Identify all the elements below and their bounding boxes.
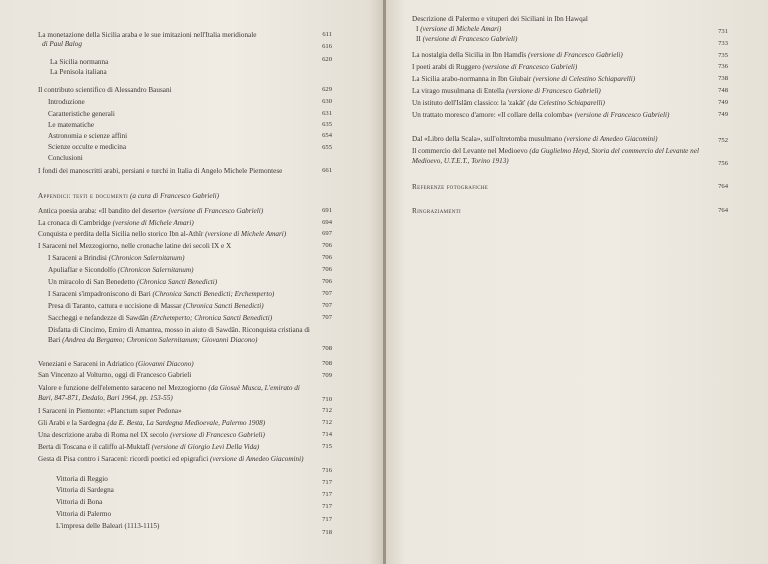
toc-entry-title: I poeti arabi di Ruggero [412,63,481,71]
toc-entry: La Penisola italiana [50,68,107,76]
page-number: 714 [322,431,332,438]
page-number: 654 [322,132,332,139]
toc-entry-title: Vittoria di Reggio [56,475,108,483]
toc-entry-note: (versione di Francesco Gabrieli) [168,207,264,215]
toc-entry-title: Antica poesia araba: «Il bandito del deserto» [38,207,167,215]
toc-entry: La monetazione della Sicilia araba e le sue imitazioni nell'Italia meridionale [38,31,257,39]
page-number: 764 [718,183,728,190]
toc-entry [56,521,159,531]
toc-entry [412,134,658,144]
toc-entry-note: (versione di Giorgio Levi Della Vida) [151,443,260,451]
toc-entry-title: Veneziani e Saraceni in Adriatico [38,360,134,368]
toc-entry [38,406,182,416]
toc-entry: Astronomia e scienze affini [48,132,128,140]
page-number: 709 [322,372,332,379]
toc-entry-title: La cronaca di Cambridge [38,219,111,227]
toc-entry: Le matematiche [48,121,95,129]
toc-entry [48,325,310,345]
toc-entry: Conclusioni [48,154,83,162]
toc-entry: La Sicilia normanna [50,58,109,66]
toc-entry-title: L'impresa delle Baleari (1113-1115) [56,522,160,530]
toc-entry-note: (versione di Francesco Gabrieli) [422,35,518,43]
toc-entry-title: Descrizione di Palermo e vituperi dei Siciliani in Ibn Hawqal [412,15,588,23]
toc-entry-title: I Saraceni in Piemonte: «Planctum super Pedona» [38,407,182,415]
toc-entry-title: Berta di Toscana e il califfo al-Muktafî [38,443,150,451]
toc-entry-note: (Chronicon Salernitanum) [108,254,185,262]
page-number: 629 [322,86,332,93]
toc-entry [38,418,265,428]
page-number: 756 [718,160,728,167]
page-number: 694 [322,219,332,226]
toc-entry [38,241,231,251]
toc-entry-note: (Giovanni Diacono) [135,360,194,368]
toc-entry [48,313,272,323]
toc-entry-title: Saccheggi e nefandezze di Sawdân [48,314,149,322]
page-number: 764 [718,207,728,214]
toc-entry-title: Vittoria di Bona [56,498,103,506]
toc-entry [412,14,588,24]
toc-entry-note: (versione di Michele Amari) [205,230,287,238]
toc-entry-title: I [416,25,419,33]
toc-entry-title: Disfatta di Cincimo, Emiro di Amantea, mosso in aiuto di Sawdân. Riconquista cristiana di Bari [48,326,310,344]
toc-entry [38,430,265,440]
toc-entry-note: (Chronica Sancti Benedicti; Erchemperto) [152,290,275,298]
toc-entry-note: (versione di Amedeo Giacomini) [564,135,658,143]
toc-entry-note: (versione di Francesco Gabrieli) [527,51,623,59]
toc-entry [412,50,623,60]
toc-entry: Caratteristiche generali [48,110,115,118]
page-number: 691 [322,207,332,214]
toc-entry-note: (Erchemperto; Chronica Sancti Benedicti) [150,314,273,322]
page-number: 620 [322,56,332,63]
page-number: 712 [322,407,332,414]
page-number: 716 [322,467,332,474]
toc-entry [38,206,263,216]
page-number: 707 [322,302,332,309]
toc-entry-note: (versione di Celestino Schiaparelli) [532,75,636,83]
page-number: 707 [322,314,332,321]
page-number: 616 [322,43,332,50]
page-number: 706 [322,254,332,261]
toc-entry-note: (versione di Francesco Gabrieli) [574,111,670,119]
page-number: 718 [322,529,332,536]
page-number: 749 [718,99,728,106]
toc-entry: I fondi dei manoscritti arabi, persiani e turchi in Italia di Angelo Michele Piemontese [38,167,283,175]
toc-entry [56,509,111,519]
toc-entry [48,301,264,311]
page-number: 661 [322,167,332,174]
toc-entry [38,229,286,239]
page-number: 717 [322,503,332,510]
toc-entry-title: I Saraceni a Brindisi [48,254,107,262]
toc-entry [416,34,517,44]
toc-entry [416,24,501,34]
page-number: 731 [718,28,728,35]
toc-entry-note: (da E. Besta, La Sardegna Medioevale, Palermo 1908) [107,419,266,427]
page-number: 631 [322,110,332,117]
page-number: 708 [322,345,332,352]
toc-entry-note: (versione di Michele Amari) [112,219,194,227]
page-number: 706 [322,242,332,249]
toc-section-title: Il contributo scientifico di Alessandro Bausani [38,86,172,94]
toc-entry [56,474,108,484]
appendix-heading: Appendici: testi e documenti (a cura di Francesco Gabrieli) [38,192,219,200]
toc-entry [412,110,704,120]
toc-entry-title: Apuliaflar e Sicondolfo [48,266,116,274]
page-number: 748 [718,87,728,94]
toc-entry [38,442,259,452]
toc-entry [412,74,635,84]
toc-entry-title: Conquista e perdita della Sicilia nello storico Ibn al-Athîr [38,230,204,238]
toc-entry [412,146,704,166]
toc-author: di Paul Balog [42,40,82,48]
toc-entry [48,277,217,287]
toc-entry [412,62,577,72]
references-title: Referenze fotografiche [412,183,489,191]
toc-entry [38,370,191,380]
toc-entry-title: Gesta di Pisa contro i Saraceni: ricordi poetici ed epigrafici [38,455,209,463]
toc-entry-note: (versione di Francesco Gabrieli) [482,63,578,71]
toc-entry-title: San Vincenzo al Volturno, oggi di Francesco Gabrieli [38,371,192,379]
page-number: 706 [322,278,332,285]
page-number: 717 [322,516,332,523]
page-number: 733 [718,40,728,47]
page-number: 712 [322,419,332,426]
toc-entry-note: (da Celestino Schiaparelli) [527,99,605,107]
page-number: 738 [718,75,728,82]
toc-entry [56,485,114,495]
toc-entry-title: Un istituto dell'Islâm classico: la 'zakât' [412,99,526,107]
toc-entry [56,497,102,507]
toc-entry-note: (Chronica Sancti Benedicti) [183,302,264,310]
toc-entry-title: Valore e funzione dell'elemento saraceno nel Mezzogiorno [38,384,207,392]
toc-entry-title: Un trattato moresco d'amore: «Il collare della colomba» [412,111,573,119]
toc-entry [48,289,274,299]
right-page [386,0,768,564]
page-number: 717 [322,479,332,486]
toc-entry [412,98,605,108]
toc-entry-title: La nostalgia della Sicilia in Ibn Hamdîs [412,51,527,59]
page-number: 707 [322,290,332,297]
toc-entry-note: (versione di Francesco Gabrieli) [170,431,265,439]
toc-entry [38,383,310,403]
toc-entry-title: Vittoria di Sardegna [56,486,114,494]
page-number: 635 [322,121,332,128]
acknowledgements-title: Ringraziamenti [412,207,461,215]
toc-entry-title: Vittoria di Palermo [56,510,112,518]
toc-entry-note: (versione di Michele Amari) [420,25,502,33]
page-number: 708 [322,360,332,367]
toc-entry [48,265,193,275]
toc-entry-title: Presa di Taranto, cattura e uccisione di Massar [48,302,182,310]
toc-entry-title: Una descrizione araba di Roma nel IX secolo [38,431,169,439]
page-number: 735 [718,52,728,59]
page-number: 710 [322,396,332,403]
toc-entry-title: II [416,35,421,43]
toc-entry-title: Un miracolo di San Benedetto [48,278,136,286]
toc-entry [38,454,310,464]
page-number: 611 [322,31,332,38]
toc-entry: Scienze occulte e medicina [48,143,127,151]
toc-entry-title: Gli Arabi e la Sardegna [38,419,106,427]
toc-entry-note: (versione di Amedeo Giacomini) [210,455,304,463]
toc-entry-note: (Chronica Sancti Benedicti) [136,278,218,286]
page-number: 752 [718,137,728,144]
toc-entry-title: La Sicilia arabo-normanna in Ibn Giubair [412,75,532,83]
toc-entry [38,218,194,228]
toc-entry-note: (Chronicon Salernitanum) [117,266,194,274]
toc-entry-title: La virago musulmana di Entella [412,87,505,95]
page-number: 749 [718,111,728,118]
toc-entry-title: Dal «Libro della Scala», sull'oltretomba musulmano [412,135,563,143]
toc-entry-note: (da Guglielmo Heyd, Storia del commercio del Levante nel Medioevo, U.T.E.T., Torino 1913) [412,147,699,165]
toc-entry [48,253,184,263]
page-number: 697 [322,230,332,237]
page-number: 717 [322,491,332,498]
toc-entry-note: (versione di Francesco Gabrieli) [506,87,601,95]
toc-entry [412,86,601,96]
page-number: 655 [322,144,332,151]
page-number: 715 [322,443,332,450]
toc-entry-note: (Andrea da Bergamo; Chronicon Salernitanum; Giovanni Diacono) [62,336,258,344]
toc-entry-note: (da Giosuè Musca, L'emirato di Bari, 847-871, Dedalo, Bari 1964, pp. 153-55) [38,384,300,402]
page-number: 736 [718,63,728,70]
page-number: 706 [322,266,332,273]
toc-entry [38,359,194,369]
toc-entry: Introduzione [48,98,85,106]
toc-entry-title: I Saraceni nel Mezzogiorno, nelle cronache latine dei secoli IX e X [38,242,232,250]
toc-entry-title: I Saraceni s'impadroniscono di Bari [48,290,151,298]
page-number: 630 [322,98,332,105]
toc-entry-title: Il commercio del Levante nel Medioevo [412,147,528,155]
